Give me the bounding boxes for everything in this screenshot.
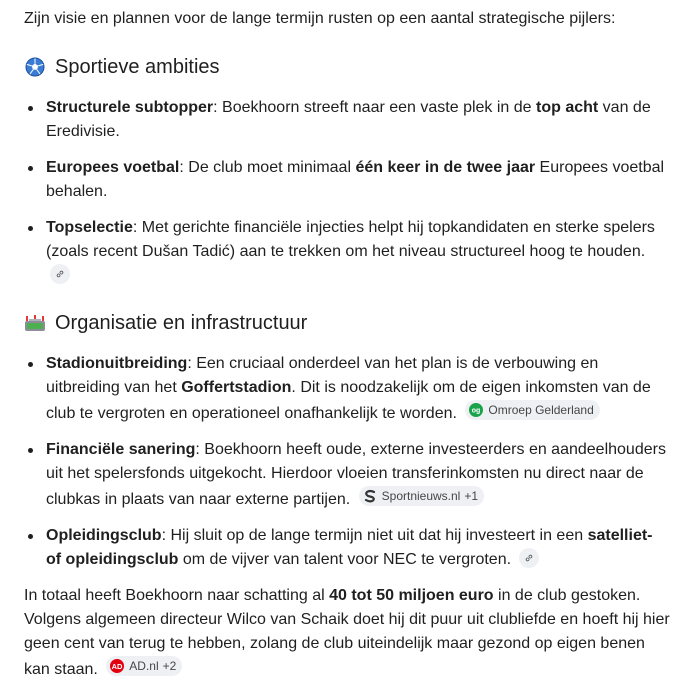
list-item bbox=[24, 96, 672, 144]
soccer-ball-icon bbox=[24, 56, 46, 78]
section-title: Sportieve ambities bbox=[55, 56, 220, 78]
list-item bbox=[24, 156, 672, 204]
svg-text:AD: AD bbox=[111, 661, 123, 671]
item-title: Topselectie bbox=[46, 219, 133, 236]
item-text: : Boekhoorn streeft naar een vaste plek in de bbox=[213, 99, 537, 116]
section-heading-sportieve-ambities bbox=[24, 53, 672, 81]
svg-text:og: og bbox=[472, 407, 481, 415]
bullet-list-sportieve-ambities bbox=[24, 96, 672, 288]
chip-count: +1 bbox=[464, 489, 479, 503]
item-emphasis: Goffertstadion bbox=[181, 379, 292, 396]
item-emphasis: top acht bbox=[536, 99, 599, 116]
omroep-gelderland-logo-icon bbox=[469, 403, 483, 417]
source-chip-ad[interactable] bbox=[106, 656, 182, 676]
item-emphasis: satelliet- of opleidingsclub bbox=[46, 527, 653, 568]
list-item bbox=[24, 524, 672, 572]
item-title: Opleidingsclub bbox=[46, 527, 162, 544]
item-title: Europees voetbal bbox=[46, 159, 180, 176]
section-title: Organisatie en infrastructuur bbox=[55, 312, 308, 334]
item-emphasis: één keer in de twee jaar bbox=[355, 159, 536, 176]
item-text: : Hij sluit op de lange termijn niet uit dat hij investeert in een bbox=[161, 527, 588, 544]
item-title: Financiële sanering bbox=[46, 441, 196, 458]
closing-paragraph bbox=[24, 584, 672, 682]
chip-label: Sportnieuws.nl bbox=[381, 489, 461, 503]
item-title: Stadionuitbreiding bbox=[46, 355, 188, 372]
chip-label: Omroep Gelderland bbox=[488, 403, 594, 417]
closing-text: in de club gestoken. Volgens algemeen directeur Wilco van Schaik doet hij dit puur uit clubliefde en hoeft hij hier geen cent van terug te hebben, zolang de club uiteindelijk maar gezond op eigen benen kan staan. bbox=[24, 587, 670, 678]
chip-label: AD.nl bbox=[129, 659, 159, 673]
sportnieuws-logo-icon bbox=[363, 489, 377, 503]
intro-paragraph: Zijn visie en plannen voor de lange termijn rusten op een aantal strategische pijlers: bbox=[24, 10, 616, 27]
bullet-list-organisatie bbox=[24, 352, 672, 572]
list-item bbox=[24, 438, 672, 512]
item-text: Europees voetbal behalen. bbox=[46, 159, 665, 200]
chip-count: +2 bbox=[162, 659, 177, 673]
item-text: : De club moet minimaal bbox=[179, 159, 356, 176]
stadium-icon bbox=[24, 312, 46, 334]
list-item bbox=[24, 352, 672, 426]
section-heading-organisatie bbox=[24, 309, 672, 337]
response-content bbox=[0, 7, 694, 682]
link-icon bbox=[55, 269, 65, 279]
source-link-chip[interactable] bbox=[50, 264, 70, 284]
item-text: om de vijver van talent voor NEC te vergroten. bbox=[178, 551, 512, 568]
source-chip-sportnieuws[interactable] bbox=[359, 486, 484, 506]
item-text: van de Eredivisie. bbox=[46, 99, 651, 140]
source-link-chip[interactable] bbox=[519, 548, 539, 568]
source-chip-omroep-gelderland[interactable] bbox=[465, 400, 599, 420]
closing-emphasis: 40 tot 50 miljoen euro bbox=[329, 587, 494, 604]
item-text: . Dit is noodzakelijk om de eigen inkomsten van de club te vergroten en operationeel onafhankelijk te worden. bbox=[46, 379, 651, 422]
ad-logo-icon bbox=[110, 659, 124, 673]
item-title: Structurele subtopper bbox=[46, 99, 214, 116]
item-text: : Boekhoorn heeft oude, externe investeerders en aandeelhouders uit het spelersfonds uitgekocht. Hierdoor vloeien transferinkomsten nu direct naar de clubkas in plaats van naar externe partijen. bbox=[46, 441, 666, 508]
list-item bbox=[24, 216, 672, 288]
item-text: : Met gerichte financiële injecties helpt hij topkandidaten en sterke spelers (zoals recent Dušan Tadić) aan te trekken om het niveau structureel hoog te houden. bbox=[46, 219, 655, 260]
closing-text: In totaal heeft Boekhoorn naar schatting al bbox=[24, 587, 330, 604]
link-icon bbox=[524, 553, 534, 563]
item-text: : Een cruciaal onderdeel van het plan is de verbouwing en uitbreiding van het bbox=[46, 355, 599, 396]
